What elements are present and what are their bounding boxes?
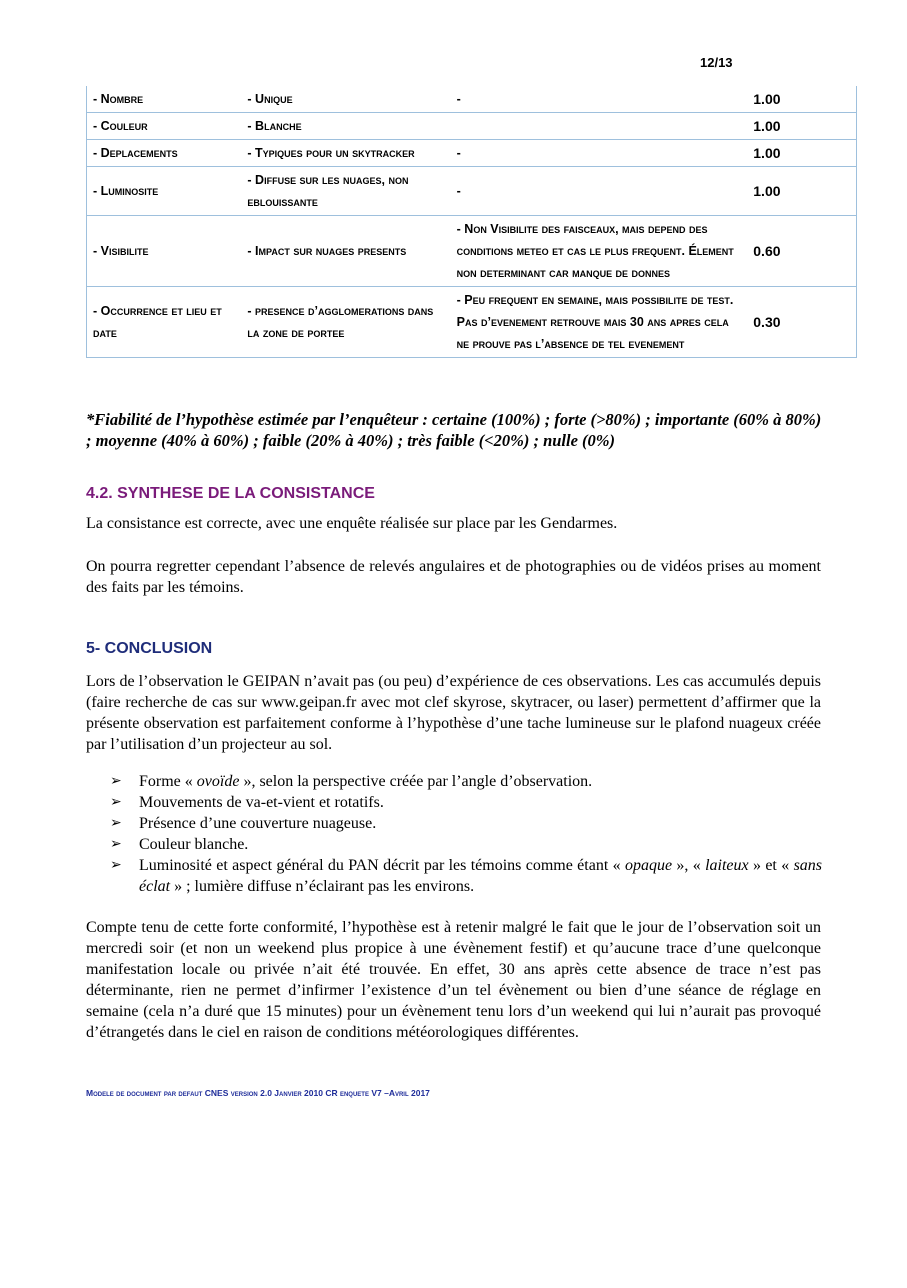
comment-cell: - [451,167,748,216]
list-item: ➢ Couleur blanche. [110,836,249,853]
section-title: 4.2. SYNTHESE DE LA CONSISTANCE [86,485,375,502]
score-cell: 1.00 [747,167,856,216]
paragraph: Compte tenu de cette forte conformité, l’hypothèse est à retenir malgré le fait que le jour de l’observation soit un mercredi soir (et non un weekend plus propice à une évènement festif) et qu’aucune trace d’une quelconque manifestation locale ou privée n’ait été trouvée. En effet, 30 ans après cette absence de trace n’est pas déterminante, rien ne permet d’infirmer l’existence d’un tel évènement ou bien d’une séance de réglage en semaine (cela n’a duré que 15 minutes) pour un évènement tenu lors d’un weekend qui lui n’aurait pas provoqué d’étrangetés dans le ciel en raison de conditions météorologiques différentes. [86,919,821,1041]
observation-cell: - Impact sur nuages presents [241,216,450,287]
table-row [87,140,857,167]
score-cell: 1.00 [747,140,856,167]
paragraph: On pourra regretter cependant l’absence de relevés angulaires et de photographies ou de vidéos prises au moment des faits par les témoins. [86,558,821,596]
criterion-cell: - Couleur [87,113,242,140]
criteria-table [86,86,857,358]
comment-cell: - [451,86,748,113]
reliability-note: *Fiabilité de l’hypothèse estimée par l’enquêteur : certaine (100%) ; forte (>80%) ; importante (60% à 80%) ; moyenne (40% à 60%) ; faible (20% à 40%) ; très faible (<20%) ; nulle (0%) [86,410,822,450]
arrow-bullet-icon: ➢ [110,795,122,810]
paragraph: Lors de l’observation le GEIPAN n’avait pas (ou peu) d’expérience de ces observations. Les cas accumulés depuis (faire recherche de cas sur www.geipan.fr avec mot clef skyrose, skytracer, ou laser) permettent d’affirmer que la présente observation est parfaitement conforme à l’hypothèse d’une tache lumineuse sur le plafond nuageux créée par l’utilisation d’un projecteur au sol. [86,673,821,753]
paragraph: La consistance est correcte, avec une enquête réalisée sur place par les Gendarmes. [86,515,618,532]
observation-cell: - Blanche [241,113,450,140]
list-item: ➢ Luminosité et aspect général du PAN décrit par les témoins comme étant « opaque », « laiteux » et « sans éclat » ; lumière diffuse n’éclairant pas les environs. [110,857,823,895]
list-item: ➢ Forme « ovoïde », selon la perspective créée par l’angle d’observation. [110,773,593,790]
score-cell: 1.00 [747,86,856,113]
arrow-bullet-icon: ➢ [110,774,122,789]
arrow-bullet-icon: ➢ [110,816,122,831]
score-cell: 0.60 [747,216,856,287]
table-row [87,287,857,358]
observation-cell: - Diffuse sur les nuages, non eblouissante [241,167,450,216]
comment-cell: - Non Visibilite des faisceaux, mais depend des conditions meteo et cas le plus frequent. Élement non determinant car manque de donnes [451,216,748,287]
section-title: 5- CONCLUSION [86,640,213,657]
conclusion-list [110,771,822,897]
list-item: ➢ Présence d’une couverture nuageuse. [110,815,377,832]
table-row [87,86,857,113]
table-row [87,113,857,140]
score-cell: 0.30 [747,287,856,358]
observation-cell: - Unique [241,86,450,113]
list-item: ➢ Mouvements de va-et-vient et rotatifs. [110,794,384,811]
criterion-cell: - Occurrence et lieu et date [87,287,242,358]
page-number: 12/13 [700,55,733,70]
table-row [87,216,857,287]
criterion-cell: - Nombre [87,86,242,113]
comment-cell: - [451,140,748,167]
arrow-bullet-icon: ➢ [110,837,122,852]
score-cell: 1.00 [747,113,856,140]
comment-cell [451,113,748,140]
criterion-cell: - Visibilite [87,216,242,287]
arrow-bullet-icon: ➢ [110,858,122,873]
observation-cell: - Typiques pour un skytracker [241,140,450,167]
criterion-cell: - Luminosite [87,167,242,216]
criterion-cell: - Deplacements [87,140,242,167]
comment-cell: - Peu frequent en semaine, mais possibilite de test. Pas d’evenement retrouve mais 30 ans apres cela ne prouve pas l’absence de tel evenement [451,287,748,358]
document-footer: Modele de document par defaut CNES version 2.0 Janvier 2010 CR enquete V7 –Avril 2017 [86,1088,430,1098]
observation-cell: - presence d’agglomerations dans la zone de portee [241,287,450,358]
table-row [87,167,857,216]
